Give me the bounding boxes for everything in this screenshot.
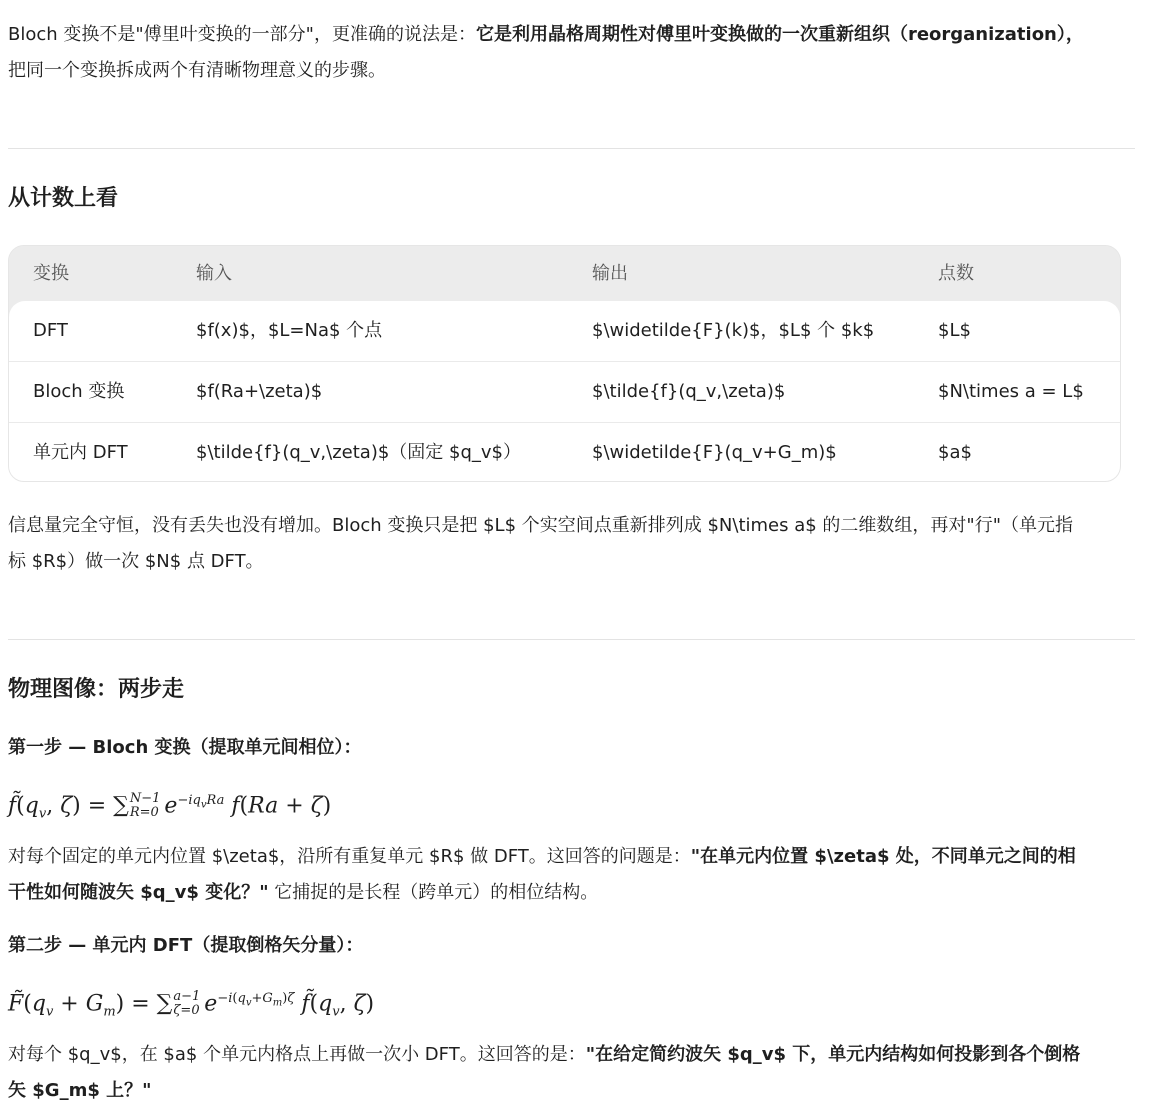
step1-title: 第一步 — Bloch 变换（提取单元间相位）：: [8, 737, 362, 758]
bloch-formula: $f̃(q_v$, ζ) = ∑ N−1 R=0 $e^{-iq_vRa}$ f(Ra + ζ): [8, 791, 332, 822]
table-cell: $\widetilde{F}(q_v+G_m)$: [592, 442, 837, 463]
step1-bold2: 干性如何随波矢 $q_v$ 变化？": [8, 882, 269, 903]
sum-upper: a−1: [173, 989, 201, 1005]
table-cell: $N\times a = L$: [938, 381, 1084, 402]
table-cell: $\tilde{f}(q_v,\zeta)$（固定 $q_v$）: [196, 442, 521, 463]
intro-bold: 它是利用晶格周期性对傅里叶变换做的一次重新组织（reorganization），: [475, 24, 1084, 45]
summary-paragraph: [8, 508, 1138, 580]
intro-text: Bloch 变换不是"傅里叶变换的一部分"，更准确的说法是：: [8, 24, 476, 45]
table-cell: DFT: [33, 320, 68, 341]
summary-line1: 信息量完全守恒，没有丢失也没有增加。Bloch 变换只是把 $L$ 个实空间点重新排列成 $N\times a$ 的二维数组，再对"行"（单元指: [8, 515, 1073, 536]
step2-text1: 对每个 $q_v$，在 $a$ 个单元内格点上再做一次小 DFT。这回答的是：: [8, 1044, 586, 1065]
counting-table: [8, 245, 1121, 482]
section-heading-physics: 物理图像：两步走: [8, 677, 185, 702]
section-heading-counting: 从计数上看: [8, 186, 119, 211]
intro-paragraph: [8, 17, 1138, 89]
step2-bold1: "在给定简约波矢 $q_v$ 下，单元内结构如何投影到各个倒格: [585, 1044, 1081, 1065]
table-cell: $\tilde{f}(q_v,\zeta)$: [592, 381, 786, 402]
table-body: [9, 301, 1120, 482]
step1-paragraph: [8, 839, 1138, 911]
step1-text2: 它捕捉的是长程（跨单元）的相位结构。: [268, 882, 599, 903]
table-cell: $f(x)$，$L=Na$ 个点: [196, 320, 383, 341]
table-header: [9, 246, 1120, 301]
column-header-transform: 变换: [33, 263, 69, 284]
divider: [8, 148, 1135, 149]
table-cell: Bloch 变换: [33, 381, 125, 402]
step2-paragraph: [8, 1037, 1138, 1109]
divider: [8, 639, 1135, 640]
table-cell: $L$: [938, 320, 971, 341]
column-header-points: 点数: [938, 263, 974, 284]
sum-limits: [173, 990, 200, 1018]
sum-lower: R=0: [129, 805, 159, 821]
row-divider: [9, 361, 1120, 362]
cell-dft-formula: $F̃(q_v + G_m)$ = ∑ a−1 ζ=0 $e^{-i(q_v+G_m)\zeta}$ $f̃(q_v$, ζ): [8, 989, 375, 1020]
sum-lower: ζ=0: [173, 1003, 200, 1019]
step1-bold1: "在单元内位置 $\zeta$ 处，不同单元之间的相: [690, 846, 1076, 867]
step2-bold2: 矢 $G_m$ 上？": [8, 1080, 152, 1101]
row-divider: [9, 422, 1120, 423]
table-cell: $f(Ra+\zeta)$: [196, 381, 323, 402]
column-header-input: 输入: [196, 263, 232, 284]
table-cell: 单元内 DFT: [33, 442, 128, 463]
intro-line2: 把同一个变换拆成两个有清晰物理意义的步骤。: [8, 60, 386, 81]
table-cell: $a$: [938, 442, 972, 463]
summary-line2: 标 $R$）做一次 $N$ 点 DFT。: [8, 551, 264, 572]
sum-upper: N−1: [129, 791, 161, 807]
column-header-output: 输出: [592, 263, 628, 284]
step1-text1: 对每个固定的单元内位置 $\zeta$，沿所有重复单元 $R$ 做 DFT。这回答的问题是：: [8, 846, 691, 867]
step2-title: 第二步 — 单元内 DFT（提取倒格矢分量）：: [8, 935, 364, 956]
sum-limits: [130, 792, 161, 820]
table-cell: $\widetilde{F}(k)$，$L$ 个 $k$: [592, 320, 875, 341]
